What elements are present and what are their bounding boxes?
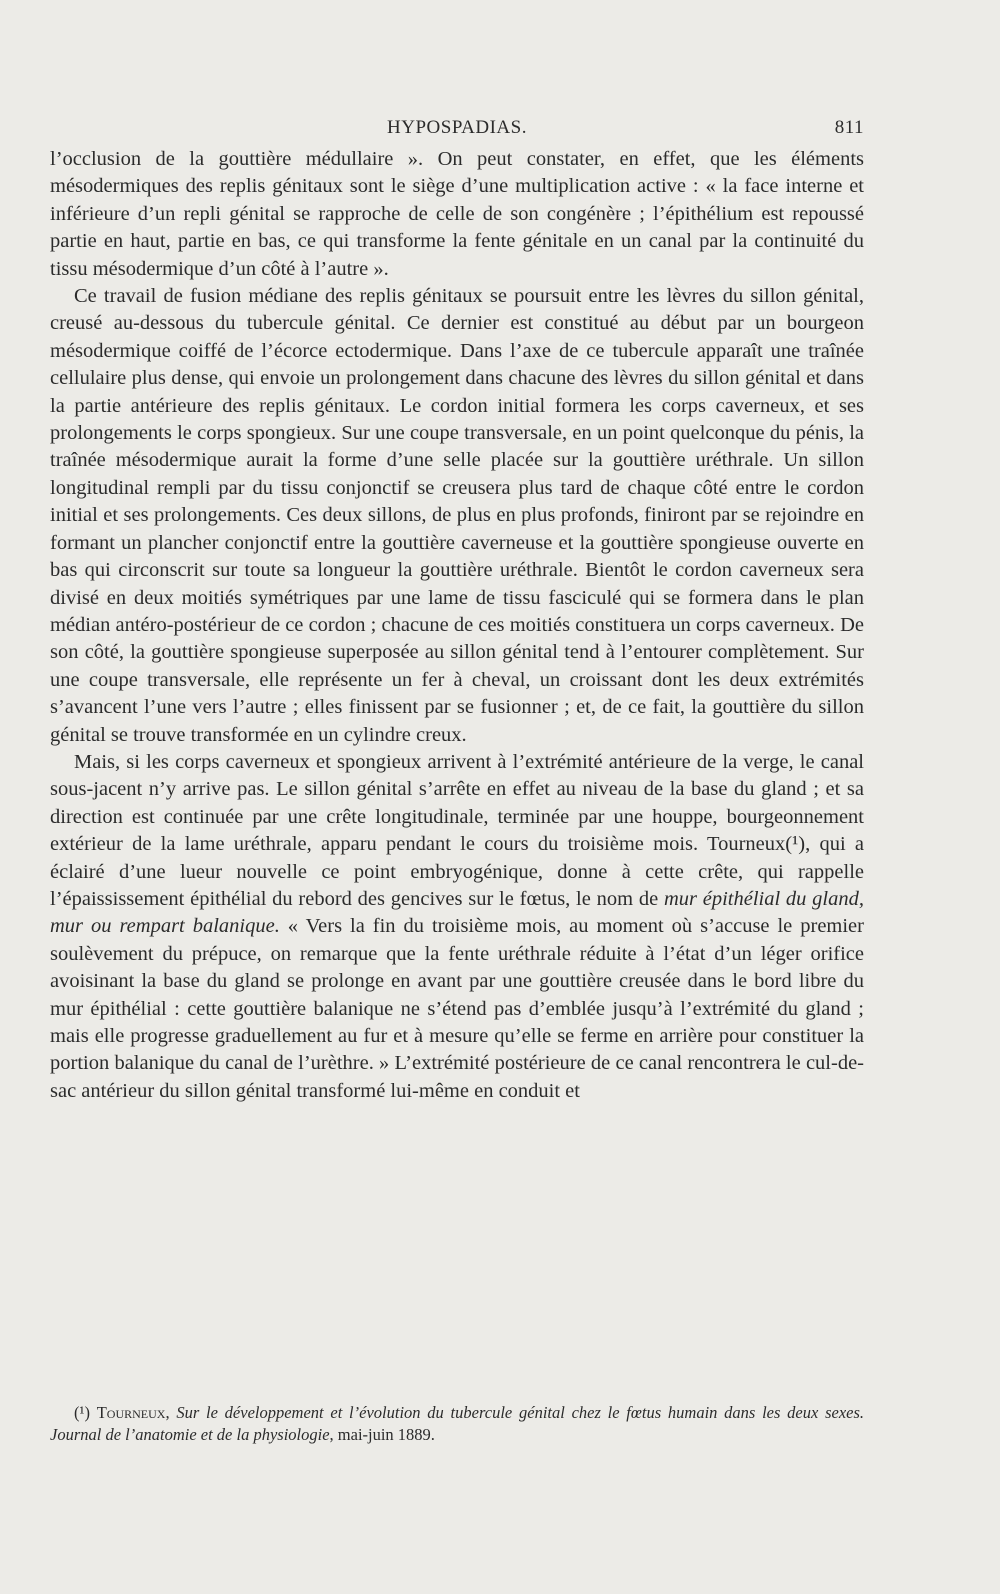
paragraph-1: l’occlusion de la gouttière médullaire ». On peut constater, en effet, que les éléments mésodermiques des replis génitaux sont le siège d’une multiplication active : « la face interne et inférieure d’un repli génital se rapproche de celle de son congénère ; l’épithélium est repoussé partie en haut, partie en bas, ce qui transforme la fente génitale en un canal par la continuité du tissu mésodermique d’un côté à l’autre ». xyxy=(50,148,864,280)
paragraph-3-part-b: , qui a éclairé d’une lueur nouvelle ce point embryogénique, donne à cette crête, qui rappelle l’épaississement épithélial du rebord des gencives sur le fœtus, le nom de xyxy=(50,833,864,910)
book-page xyxy=(50,0,864,1594)
paragraph-3 xyxy=(50,749,864,1105)
footnote-date: , mai-juin 1889. xyxy=(329,1425,435,1444)
running-head xyxy=(50,117,864,145)
paragraph-2: Ce travail de fusion médiane des replis génitaux se poursuit entre les lèvres du sillon génital, creusé au-dessous du tubercule génital. Ce dernier est constitué au début par un bourgeon mésodermique coiffé de l’écorce ectodermique. Dans l’axe de ce tubercule apparaît une traînée cellulaire plus dense, qui envoie un prolongement dans chacune des lèvres du sillon génital et dans la partie antérieure des replis génitaux. Le cordon initial formera les corps caverneux, et ses prolongements le corps spongieux. Sur une coupe transversale, en un point quelconque du pénis, la traînée mésodermique aurait la forme d’une selle placée sur la gouttière uréthrale. Un sillon longitudinal rempli par du tissu conjonctif se creusera plus tard de chaque côté entre le cordon initial et ses prolongements. Ces deux sillons, de plus en plus profonds, finiront par se rejoindre en formant un plancher conjonctif entre la gouttière caverneuse et la gouttière spongieuse ouverte en bas qui circonscrit sur toute sa longueur la gouttière uréthrale. Bientôt le cordon caverneux sera divisé en deux moitiés symétriques par une lame de tissu fasciculé qui se formera dans le plan médian antéro-postérieur de ce cordon ; chacune de ces moitiés constituera un corps caverneux. De son côté, la gouttière spongieuse superposée au sillon génital tend à l’entourer complètement. Sur une coupe transversale, elle représente un fer à cheval, un croissant dont les deux extrémités s’avancent l’une vers l’autre ; elles finissent par se fusionner ; et, de ce fait, la gouttière du sillon génital se trouve transformée en un cylindre creux. xyxy=(50,285,864,746)
paragraph-3-part-a: Mais, si les corps caverneux et spongieux arrivent à l’extrémité antérieure de la verge, le canal sous-jacent n’y arrive pas. Le sillon génital s’arrête en effet au niveau de la base du gland ; et sa direction est continuée par une crête longitudinale, terminée par une houppe, bourgeonnement extérieur de la lame uréthrale, apparu pendant le cours du troisième mois. Tourneux xyxy=(50,750,864,856)
paragraph-3-italic: mur épithélial du gland, mur ou rempart balanique. xyxy=(50,887,864,938)
body-text xyxy=(50,146,864,1105)
running-title: HYPOSPADIAS. xyxy=(387,117,527,138)
footnote-separator: , xyxy=(165,1403,177,1422)
page-number: 811 xyxy=(834,117,864,138)
footnote-marker: (¹) xyxy=(74,1403,90,1422)
footnote xyxy=(50,1402,864,1446)
paragraph-3-part-c: « Vers la fin du troisième mois, au moment où s’accuse le premier soulèvement du prépuce, on remarque que la fente uréthrale réduite à l’état d’un léger orifice avoisinant la base du gland se prolonge en avant par une gouttière creusée dans le bord libre du mur épithélial : cette gouttière balanique ne s’étend pas d’emblée jusqu’à l’extrémité du gland ; mais elle progresse graduellement au fur et à mesure qu’elle se ferme en arrière pour constituer la portion balanique du canal de l’urèthre. » L’extrémité postérieure de ce canal rencontrera le cul-de-sac antérieur du sillon génital transformé lui-même en conduit et xyxy=(50,915,864,1102)
footnote-author: Tourneux xyxy=(96,1403,166,1422)
footnote-reference: (¹) xyxy=(785,833,806,856)
footnote-title: Sur le développement et l’évolution du tubercule génital chez le fœtus humain dans les deux sexes. Journal de l’anatomie et de la physiologie xyxy=(50,1403,865,1444)
